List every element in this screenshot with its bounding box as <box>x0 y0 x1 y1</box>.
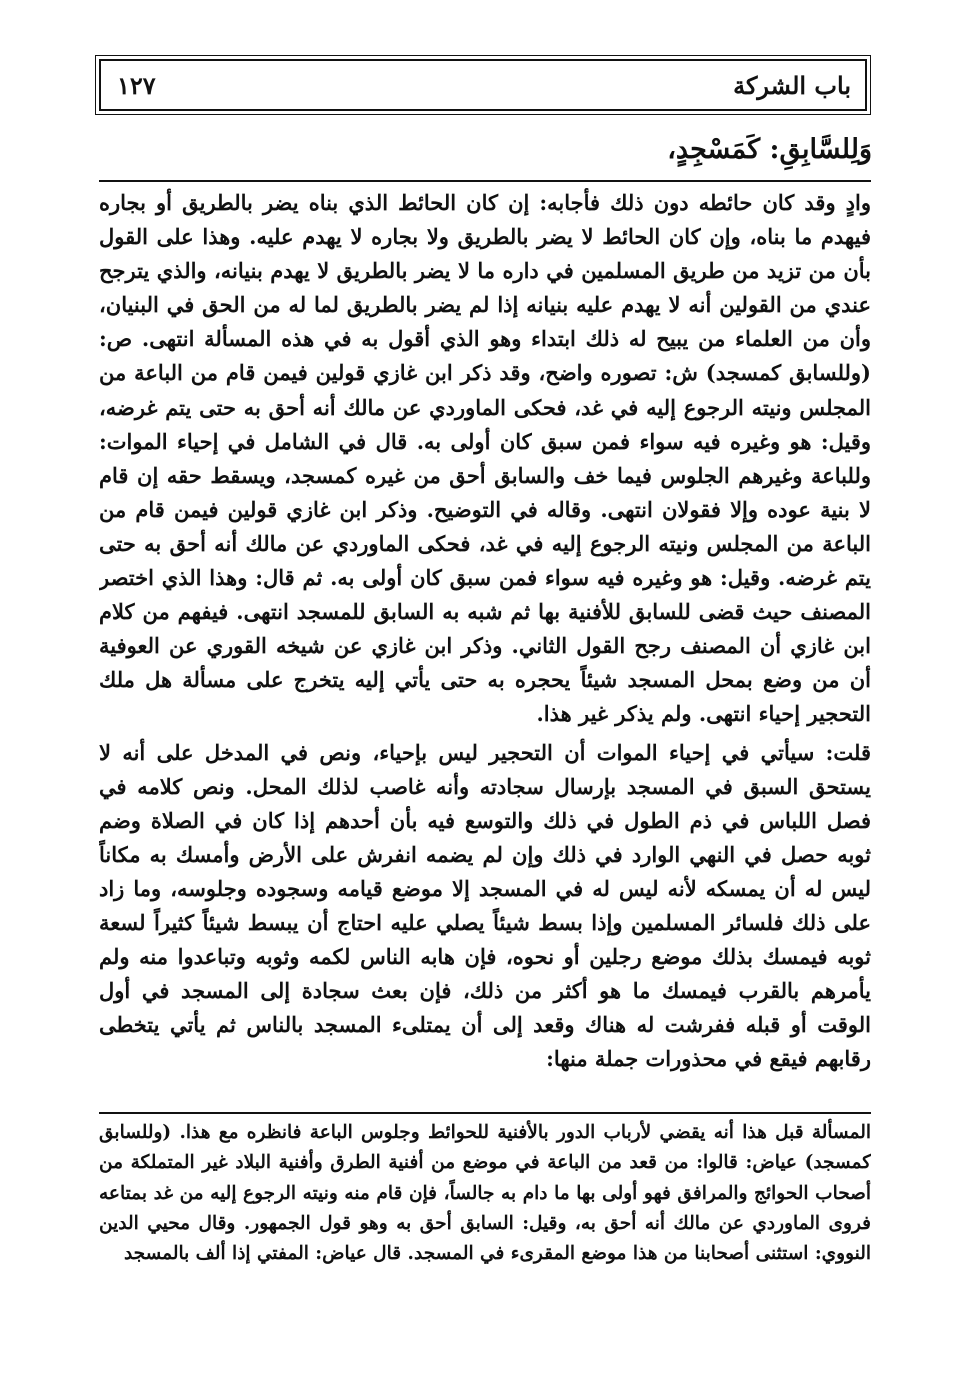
footnote-paragraph: المسألة قبل هذا أنه يقضي لأرباب الدور بالأفنية للحوائط وجلوس الباعة فانظره مع هذا. (وللسابق كمسجد) عياض: قالوا: من قعد من الباعة في موضع من أفنية الطرق وأفنية البلاد غير المتملكة من أصحاب الحوائج والمرافق فهو أولى بها ما دام به جالساً، فإن قام منه ونيته الرجوع إليه من غد بمتاعه فروى الماوردي عن مالك أنه أحق به، وقيل: السابق أحق به وهو قول الجمهور. وقال محيي الدين النووي: استثنى أصحابنا من هذا موضع المقرىء في المسجد. قال عياض: المفتي إذا ألف بالمسجد <box>99 1122 871 1265</box>
matn-text: وَلِلسَّابِقِ: كَمَسْجِدٍ، <box>667 134 872 165</box>
commentary-paragraph-2: قلت: سيأتي في إحياء الموات أن التحجير ليس بإحياء، ونص في المدخل على أنه لا يستحق السبق في المسجد بإرسال سجادته وأنه غاصب لذلك المحل. ونص كلامه في فصل اللباس في ذم الطول في ذلك والتوسع فيه بأن أحدهم إذا كان في الصلاة وضم ثوبه حصل في النهي الوارد في ذلك وإن لم يضمه انفرش على الأرض وأمسك به مكاناً ليس له أن يمسكه لأنه ليس له في المسجد إلا موضع قيامه وسجوده وجلوسه، وما زاد على ذلك فلسائر المسلمين وإذا بسط شيئاً يصلي عليه احتاج أن يبسط شيئاً كثيراً لسعة ثوبه فيمسك بذلك موضع رجلين أو نحوه، فإن هابه الناس لكمه وثوبه وتباعدوا منه ولم يأمرهم بالقرب فيمسك ما هو أكثر من ذلك، فإن بعث سجادة إلى المسجد في أول الوقت أو قبله ففرشت له هناك وقعد إلى أن يمتلىء المسجد بالناس ثم يأتي يتخطى رقابهم فيقع في محذورات جملة منها: <box>99 739 871 1072</box>
running-header <box>99 59 867 111</box>
footnote-separator <box>99 1112 871 1114</box>
chapter-title: باب الشركة <box>733 71 851 100</box>
footnote-section <box>99 1118 871 1328</box>
commentary-body <box>99 186 871 1108</box>
commentary-paragraph-1: وادٍ وقد كان حائطه دون ذلك فأجابه: إن كان الحائط الذي بناه يضر بالطريق أو بجاره فيهدم ما بناه، وإن كان الحائط لا يضر بالطريق ولا بجاره لا يهدم عليه. وهذا على القول بأن من تزيد من طريق المسلمين في داره ما لا يضر بالطريق لا يهدم بنيانه، والذي يترجح عندي من القولين أنه لا يهدم عليه بنيانه إذا لم يضر بالطريق لما له من الحق في البنيان، وأن من العلماء من يبيح له ذلك ابتداء وهو الذي أقول به في هذه المسألة انتهى. ص: (وللسابق كمسجد) ش: تصوره واضح، وقد ذكر ابن غازي قولين فيمن قام من الباعة من المجلس ونيته الرجوع إليه في غد، فحكى الماوردي عن مالك أنه أحق به حتى يتم غرضه، وقيل: هو وغيره فيه سواء فمن سبق كان أولى به. قال في الشامل في إحياء الموات: وللباعة وغيرهم الجلوس فيما خف والسابق أحق من غيره كمسجد، ويسقط حقه إن قام لا بنية عوده وإلا فقولان انتهى. وقاله في التوضيح. وذكر ابن غازي قولين فيمن قام من الباعة من المجلس ونيته الرجوع إليه في غد، فحكى الماوردي عن مالك أنه أحق به حتى يتم غرضه. وقيل: هو وغيره فيه سواء فمن سبق كان أولى به. ثم قال: وهذا الذي اختصر المصنف حيث قضى للسابق للأفنية بها ثم شبه به السابق للمسجد انتهى. فيفهم من كلام ابن غازي أن المصنف رجح القول الثاني. وذكر ابن غازي عن شيخه القوري عن العوفية أن من وضع بمحل المسجد شيئاً يحجره به حتى يأتي إليه يتخرج على مسألة هل ملك التحجير إحياء انتهى. ولم يذكر غير هذا. <box>99 190 871 727</box>
top-rule <box>99 180 871 182</box>
page-number: ١٢٧ <box>117 71 156 100</box>
